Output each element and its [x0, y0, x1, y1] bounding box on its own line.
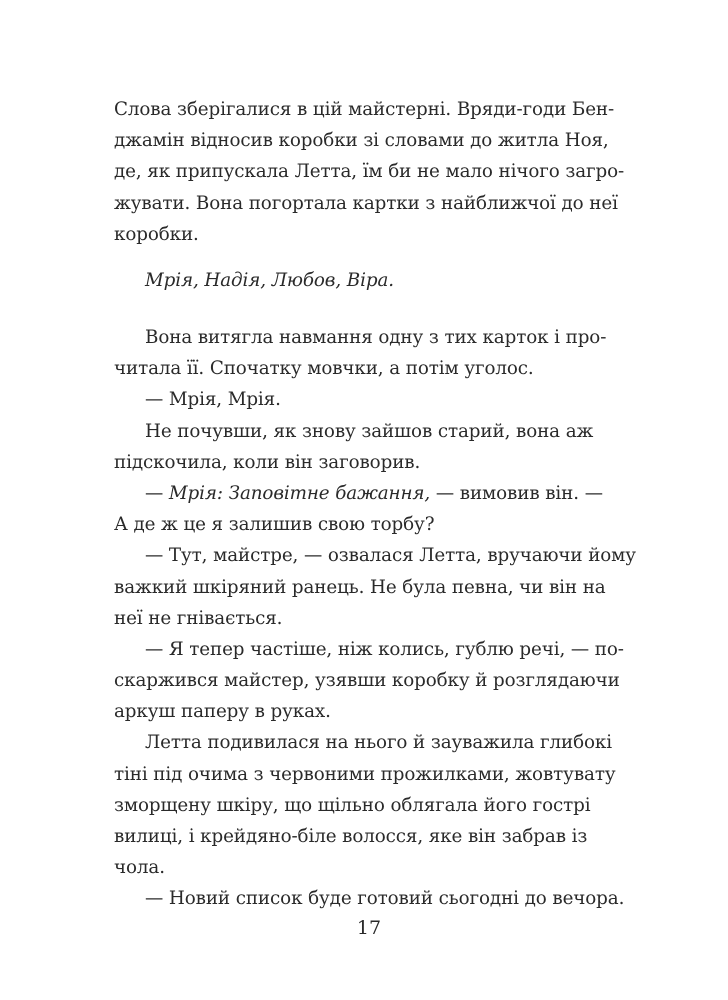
text-line: Не почувши, як знову зайшов старий, вона аж [145, 420, 594, 442]
text-line: тіні під очима з червоними прожилками, жовтувату [114, 763, 616, 785]
page-number: 17 [356, 917, 382, 939]
text-line: де, як припускала Летта, їм би не мало нічого загро- [114, 161, 625, 183]
text-line: коробки. [114, 223, 199, 245]
text-line: зморщену шкіру, що щільно облягала його гострі [114, 794, 591, 816]
words-list-block [114, 265, 728, 296]
dialog-italic-definition: Мрія: Заповітне бажання, [168, 482, 431, 504]
text-line: — Тут, майстре, — озвалася Летта, вручаючи йому [145, 545, 636, 567]
text-line: Слова зберігалися в цій майстерні. Вряди-годи Бен- [114, 99, 615, 120]
dialog-rest: — вимовив він. — [430, 482, 603, 504]
dialog-line: — Мрія, Мрія. [145, 389, 281, 411]
dialog-line [114, 478, 728, 509]
text-line: — Я тепер частіше, ніж колись, гублю речі, — по- [145, 638, 624, 660]
main-text [114, 322, 728, 915]
text-line: — Новий список буде готовий сьогодні до вечора. [145, 888, 625, 910]
text-line: аркуш паперу в руках. [114, 701, 331, 723]
dialog-dash: — [145, 482, 169, 504]
text-line: А де ж це я залишив свою торбу? [114, 514, 435, 536]
words-list: Мрія, Надія, Любов, Віра. [145, 270, 394, 291]
text-line: читала її. Спочатку мовчки, а потім уголос. [114, 358, 534, 380]
text-line: чола. [114, 857, 165, 879]
text-line: підскочила, коли він заговорив. [114, 451, 421, 473]
text-line: важкий шкіряний ранець. Не була певна, чи він на [114, 576, 606, 598]
text-line: неї не гнівається. [114, 607, 283, 629]
paragraph-1 [114, 94, 728, 250]
text-line: Летта подивилася на нього й зауважила глибокі [145, 732, 612, 754]
text-line: джамін відносив коробки зі словами до житла Ноя, [114, 130, 609, 152]
text-line: скаржився майстер, узявши коробку й розглядаючи [114, 670, 620, 692]
text-line: Вона витягла навмання одну з тих карток і про- [145, 327, 607, 348]
text-line: вилиці, і крейдяно-біле волосся, яке він забрав із [114, 826, 588, 847]
text-line: жувати. Вона погортала картки з найближчої до неї [114, 192, 618, 214]
